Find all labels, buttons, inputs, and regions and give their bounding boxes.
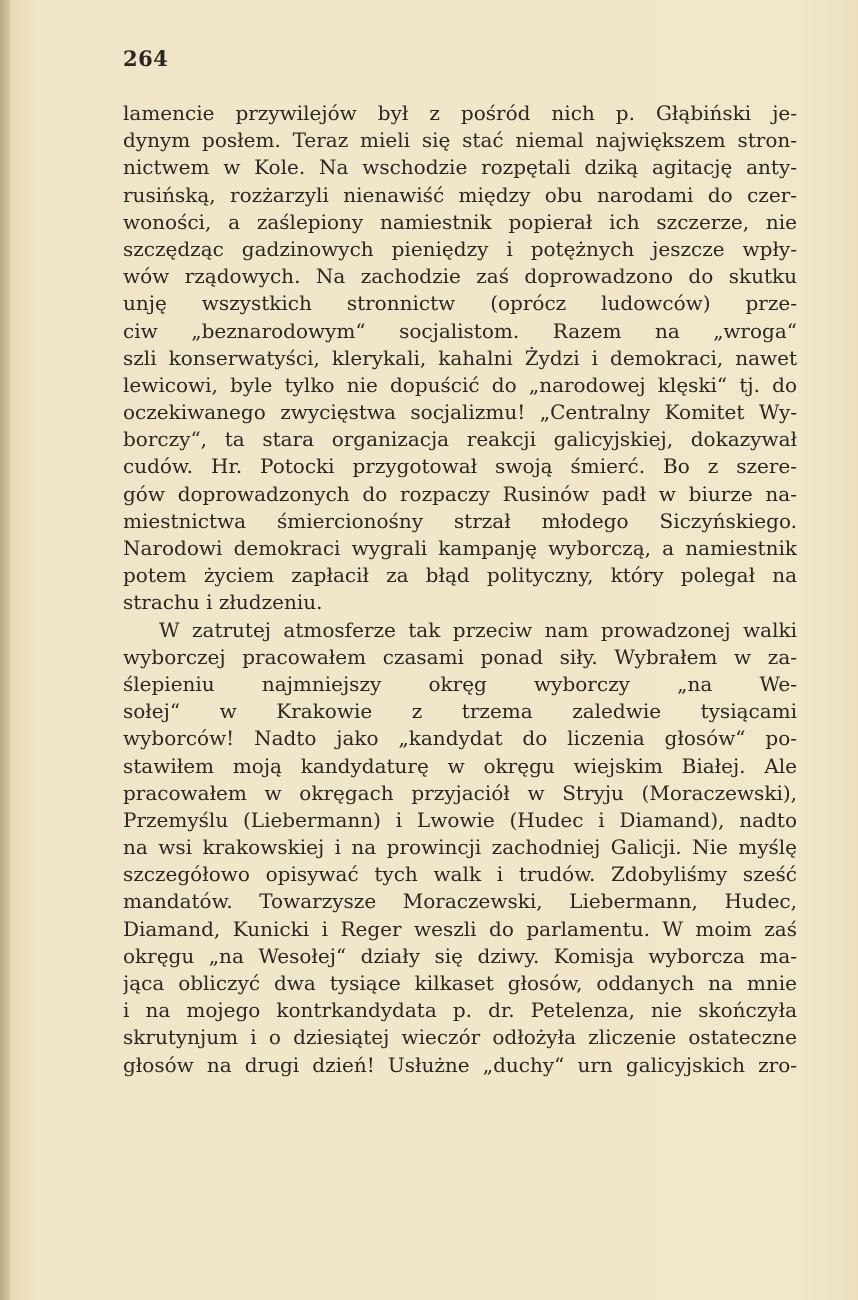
text-line: stawiłem moją kandydaturę w okręgu wiejskim Białej. Ale [123, 753, 797, 778]
text-line: nictwem w Kole. Na wschodzie rozpętali dziką agitację anty- [123, 155, 797, 180]
text-line: jąca obliczyć dwa tysiące kilkaset głosów, oddanych na mnie [123, 971, 797, 995]
text-line: lamencie przywilejów był z pośród nich p. Głąbiński je- [123, 101, 797, 125]
text-line: wyborczej pracowałem czasami ponad siły. Wybrałem w za- [123, 644, 797, 669]
text-line: skrutynjum i o dziesiątej wieczór odłożyła zliczenie ostateczne [123, 1025, 797, 1050]
text-line: szli konserwatyści, klerykali, kahalni Żydzi i demokraci, nawet [123, 345, 797, 370]
text-line: oczekiwanego zwycięstwa socjalizmu! „Centralny Komitet Wy- [123, 400, 797, 425]
text-line: Narodowi demokraci wygrali kampanję wyborczą, a namiestnik [123, 536, 797, 560]
text-line: i na mojego kontrkandydata p. dr. Petelenza, nie skończyła [123, 998, 797, 1023]
body-text [123, 100, 797, 1079]
text-line: strachu i złudzeniu. [123, 590, 323, 615]
text-line: ciw „beznarodowym“ socjalistom. Razem na „wroga“ [123, 318, 797, 343]
text-line: lewicowi, byle tylko nie dopuścić do „narodowej klęski“ tj. do [123, 372, 797, 397]
text-line: szczegółowo opisywać tych walk i trudów. Zdobyliśmy sześć [123, 862, 797, 887]
text-line: miestnictwa śmiercionośny strzał młodego Siczyńskiego. [123, 508, 797, 533]
text-line: gów doprowadzonych do rozpaczy Rusinów padł w biurze na- [123, 481, 797, 506]
text-line: woności, a zaślepiony namiestnik popierał ich szczerze, nie [123, 209, 797, 234]
text-line: potem życiem zapłacił za błąd polityczny, który polegał na [123, 563, 797, 588]
page-number: 264 [123, 46, 169, 71]
text-line: na wsi krakowskiej i na prowincji zachodniej Galicji. Nie myślę [123, 835, 797, 860]
text-line: dynym posłem. Teraz mieli się stać niemal największem stron- [123, 128, 797, 153]
text-line: W zatrutej atmosferze tak przeciw nam prowadzonej walki [159, 617, 797, 642]
text-line: okręgu „na Wesołej“ działy się dziwy. Komisja wyborcza ma- [123, 943, 797, 968]
text-line: sołej“ w Krakowie z trzema zaledwie tysiącami [123, 699, 797, 724]
text-line: cudów. Hr. Potocki przygotował swoją śmierć. Bo z szere- [123, 454, 797, 479]
text-line: wyborców! Nadto jako „kandydat do liczenia głosów“ po- [123, 726, 797, 751]
text-line: rusińską, rozżarzyli nienawiść między obu narodami do czer- [123, 182, 797, 207]
text-line: głosów na drugi dzień! Usłużne „duchy“ urn galicyjskich zro- [123, 1052, 797, 1077]
text-line: Diamand, Kunicki i Reger weszli do parlamentu. W moim zaś [123, 916, 797, 941]
text-line: ślepieniu najmniejszy okręg wyborczy „na We- [123, 671, 797, 696]
text-line: szczędząc gadzinowych pieniędzy i potężnych jeszcze wpły- [123, 236, 797, 261]
text-line: unję wszystkich stronnictw (oprócz ludowców) prze- [123, 291, 797, 316]
page-gutter [0, 0, 10, 1300]
text-line: pracowałem w okręgach przyjaciół w Stryju (Moraczewski), [123, 780, 797, 805]
text-line: mandatów. Towarzysze Moraczewski, Liebermann, Hudec, [123, 889, 797, 914]
text-line: wów rządowych. Na zachodzie zaś doprowadzono do skutku [123, 264, 797, 289]
text-line: borczy“, ta stara organizacja reakcji galicyjskiej, dokazywał [123, 427, 797, 452]
text-line: Przemyślu (Liebermann) i Lwowie (Hudec i Diamand), nadto [123, 807, 797, 832]
